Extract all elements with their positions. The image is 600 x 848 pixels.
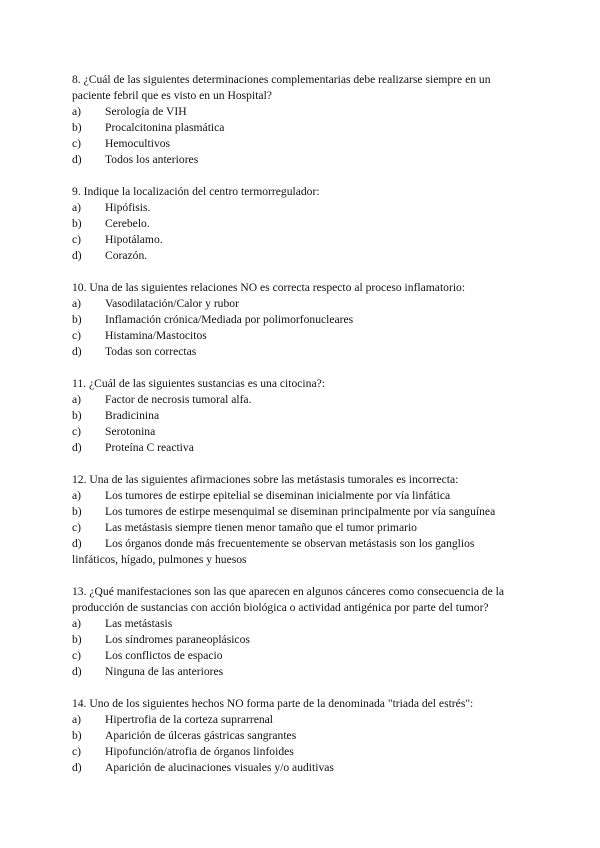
option-a xyxy=(72,200,532,216)
option-text: Aparición de alucinaciones visuales y/o auditivas xyxy=(105,761,334,774)
option-letter: a) xyxy=(72,713,82,726)
option-letter: c) xyxy=(72,233,82,246)
question-stem: 10. Una de las siguientes relaciones NO es correcta respecto al proceso inflamatorio: xyxy=(72,281,466,294)
option-letter: c) xyxy=(72,745,82,758)
option-text: Hipertrofia de la corteza suprarrenal xyxy=(105,713,274,726)
question-stem: 9. Indique la localización del centro termorregulador: xyxy=(72,185,320,198)
option-b xyxy=(72,632,532,648)
option-text: Serotonina xyxy=(105,425,156,438)
option-letter: d) xyxy=(72,345,82,358)
option-letter: d) xyxy=(72,249,82,262)
option-d xyxy=(72,152,532,168)
option-text: Proteína C reactiva xyxy=(105,441,194,454)
option-c xyxy=(72,232,532,248)
option-b xyxy=(72,728,532,744)
option-text: Inflamación crónica/Mediada por polimorfonucleares xyxy=(105,313,354,326)
option-letter: d) xyxy=(72,441,82,454)
option-letter: c) xyxy=(72,521,82,534)
option-text: Histamina/Mastocitos xyxy=(105,329,207,342)
question-12 xyxy=(72,472,532,568)
question-8 xyxy=(72,72,532,168)
option-d xyxy=(72,760,532,776)
option-letter: b) xyxy=(72,409,82,422)
option-letter: a) xyxy=(72,297,82,310)
option-c xyxy=(72,328,532,344)
option-letter: a) xyxy=(72,201,82,214)
option-text: Serología de VIH xyxy=(105,105,187,118)
question-stem: 13. ¿Qué manifestaciones son las que aparecen en algunos cánceres como consecuencia de la producción de sustancias con acción biológica o actividad antigénica por parte del tumor? xyxy=(72,585,504,614)
option-d xyxy=(72,536,532,552)
option-d xyxy=(72,440,532,456)
option-b xyxy=(72,216,532,232)
question-13 xyxy=(72,584,532,680)
option-text: Hipofunción/atrofia de órganos linfoides xyxy=(105,745,294,758)
question-stem: 12. Una de las siguientes afirmaciones sobre las metástasis tumorales es incorrecta: xyxy=(72,473,459,486)
option-text: Factor de necrosis tumoral alfa. xyxy=(105,393,252,406)
option-text: Hipófisis. xyxy=(105,201,151,214)
option-letter: c) xyxy=(72,137,82,150)
option-text: Cerebelo. xyxy=(105,217,150,230)
question-10 xyxy=(72,280,532,360)
option-letter: b) xyxy=(72,729,82,742)
option-letter: d) xyxy=(72,665,82,678)
option-text: Los conflictos de espacio xyxy=(105,649,223,662)
option-letter: a) xyxy=(72,617,82,630)
option-text: Bradicinina xyxy=(105,409,160,422)
option-a xyxy=(72,712,532,728)
option-letter: a) xyxy=(72,489,82,502)
option-c xyxy=(72,136,532,152)
option-text: Hipotálamo. xyxy=(105,233,163,246)
option-letter: a) xyxy=(72,105,82,118)
option-a xyxy=(72,104,532,120)
option-letter: c) xyxy=(72,425,82,438)
question-stem: 14. Uno de los siguientes hechos NO forma parte de la denominada "triada del estrés": xyxy=(72,697,474,710)
option-text: Las metástasis siempre tienen menor tamaño que el tumor primario xyxy=(105,521,417,534)
option-text: Hemocultivos xyxy=(105,137,171,150)
option-text: Todos los anteriores xyxy=(105,153,199,166)
option-d xyxy=(72,664,532,680)
option-a xyxy=(72,616,532,632)
option-text: Vasodilatación/Calor y rubor xyxy=(105,297,239,310)
question-11 xyxy=(72,376,532,456)
question-9 xyxy=(72,184,532,264)
option-letter: d) xyxy=(72,537,82,550)
option-text: Ninguna de las anteriores xyxy=(105,665,224,678)
option-text: Corazón. xyxy=(105,249,148,262)
option-text: Las metástasis xyxy=(105,617,173,630)
option-c xyxy=(72,744,532,760)
option-d xyxy=(72,344,532,360)
option-a xyxy=(72,392,532,408)
option-c xyxy=(72,424,532,440)
option-d xyxy=(72,248,532,264)
option-letter: b) xyxy=(72,505,82,518)
option-letter: c) xyxy=(72,649,82,662)
option-text: Los tumores de estirpe mesenquimal se diseminan principalmente por vía sanguínea xyxy=(105,505,496,518)
option-c xyxy=(72,520,532,536)
option-letter: d) xyxy=(72,153,82,166)
option-letter: b) xyxy=(72,217,82,230)
option-b xyxy=(72,120,532,136)
option-a xyxy=(72,296,532,312)
option-letter: c) xyxy=(72,329,82,342)
option-b xyxy=(72,504,532,520)
option-text: Los órganos donde más frecuentemente se observan metástasis son los ganglios xyxy=(105,537,475,550)
question-stem: 11. ¿Cuál de las siguientes sustancias es una citocina?: xyxy=(72,377,325,390)
option-letter: b) xyxy=(72,633,82,646)
option-text: Todas son correctas xyxy=(105,345,197,358)
option-letter: b) xyxy=(72,313,82,326)
option-d-continuation: linfáticos, hígado, pulmones y huesos xyxy=(72,553,247,566)
question-stem: 8. ¿Cuál de las siguientes determinaciones complementarias debe realizarse siempre en un paciente febril que es visto en un Hospital? xyxy=(72,73,491,102)
question-14 xyxy=(72,696,532,776)
option-text: Procalcitonina plasmática xyxy=(105,121,225,134)
option-letter: b) xyxy=(72,121,82,134)
option-text: Los tumores de estirpe epitelial se diseminan inicialmente por vía linfática xyxy=(105,489,451,502)
option-b xyxy=(72,408,532,424)
option-letter: a) xyxy=(72,393,82,406)
option-letter: d) xyxy=(72,761,82,774)
option-a xyxy=(72,488,532,504)
option-text: Los síndromes paraneoplásicos xyxy=(105,633,250,646)
option-c xyxy=(72,648,532,664)
option-text: Aparición de úlceras gástricas sangrantes xyxy=(105,729,297,742)
option-b xyxy=(72,312,532,328)
